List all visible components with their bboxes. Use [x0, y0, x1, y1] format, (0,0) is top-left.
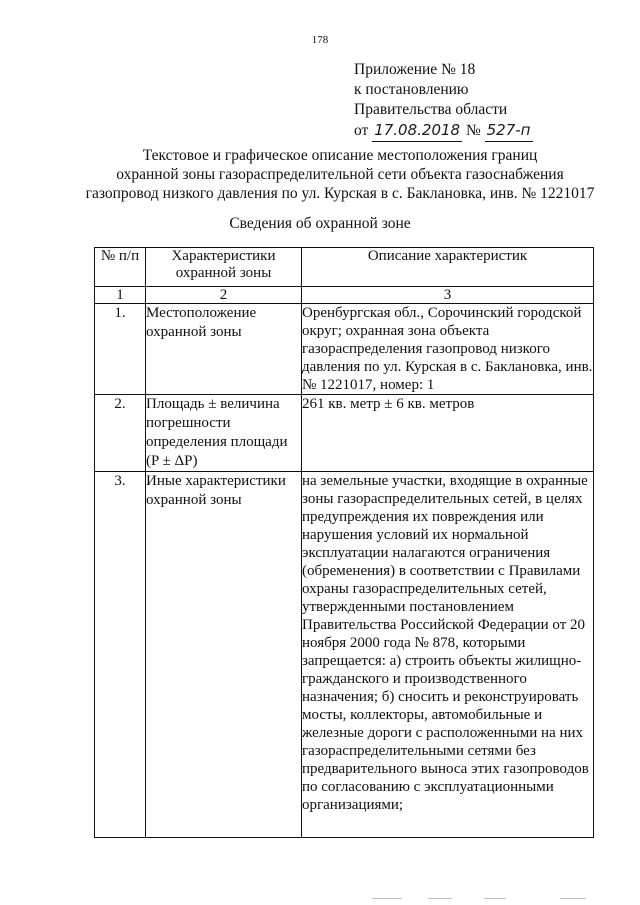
zone-info-table: [94, 247, 594, 838]
appendix-line-3: Правительства области: [354, 101, 508, 118]
page-number: 178: [311, 34, 329, 46]
column-number: 1: [95, 287, 146, 304]
header-number: № п/п: [95, 248, 146, 287]
row-number: 3.: [95, 472, 146, 838]
row-description: Оренбургская обл., Сорочинский городской округ; охранная зона объекта газораспределения газопровод низкого давления по ул. Курская в с. Баклановка, инв. № 1221017, номер: 1: [302, 305, 593, 393]
table-row: [95, 304, 594, 395]
appendix-block: [354, 60, 533, 142]
section-subtitle: Сведения об охранной зоне: [229, 215, 411, 232]
appendix-date-line: [354, 120, 533, 142]
row-characteristic: Местоположение охранной зоны: [146, 304, 302, 395]
handwritten-date: 17.08.2018: [374, 121, 461, 139]
header-characteristic: Характеристики охранной зоны: [146, 248, 302, 287]
date-underline: [372, 120, 462, 142]
column-number-row: [95, 287, 594, 304]
row-description: на земельные участки, входящие в охранные зоны газораспределительных сетей, в целях предупреждения их повреждения или нарушения условий их нормальной эксплуатации налагаются ограничения (обременения) в соответствии с Правилами охраны газораспределительных сетей, утвержденными постановлением Правительства Российской Федерации от 20 ноября 2000 года № 878, которыми запрещается: а) строить объекты жилищно-гражданского и производственного назначения; б) сносить и реконструировать мосты, коллекторы, автомобильные и железные дороги с расположенными на них газораспределительными сетями без предварительного выноса этих газопроводов по согласованию с эксплуатационными организациями;: [302, 472, 594, 838]
number-underline: [485, 120, 533, 142]
table-row: [95, 395, 594, 472]
row-description: 261 кв. метр ± 6 кв. метров: [302, 395, 594, 472]
column-number: 2: [146, 287, 302, 304]
title-line-1: Текстовое и графическое описание местоположения границ: [142, 147, 538, 164]
document-title: [70, 146, 610, 203]
number-label: №: [465, 122, 481, 139]
scan-footer-marks: [0, 896, 640, 905]
title-line-2: охранной зоны газораспределительной сети объекта газоснабжения: [116, 166, 564, 183]
row-characteristic: Иные характеристики охранной зоны: [146, 472, 302, 838]
column-number: 3: [302, 287, 594, 304]
row-number: 2.: [95, 395, 146, 472]
handwritten-number: 527-п: [486, 121, 531, 139]
row-characteristic: Площадь ± величина погрешности определения площади (P ± ΔP): [146, 395, 302, 472]
row-number: 1.: [95, 304, 146, 395]
appendix-line-2: к постановлению: [354, 81, 469, 98]
table-header-row: [95, 248, 594, 287]
from-label: от: [354, 122, 369, 139]
table-row: [95, 472, 594, 838]
header-description: Описание характеристик: [302, 248, 594, 287]
appendix-line-1: Приложение № 18: [354, 61, 476, 78]
title-line-3: газопровод низкого давления по ул. Курская в с. Баклановка, инв. № 1221017: [85, 185, 595, 202]
